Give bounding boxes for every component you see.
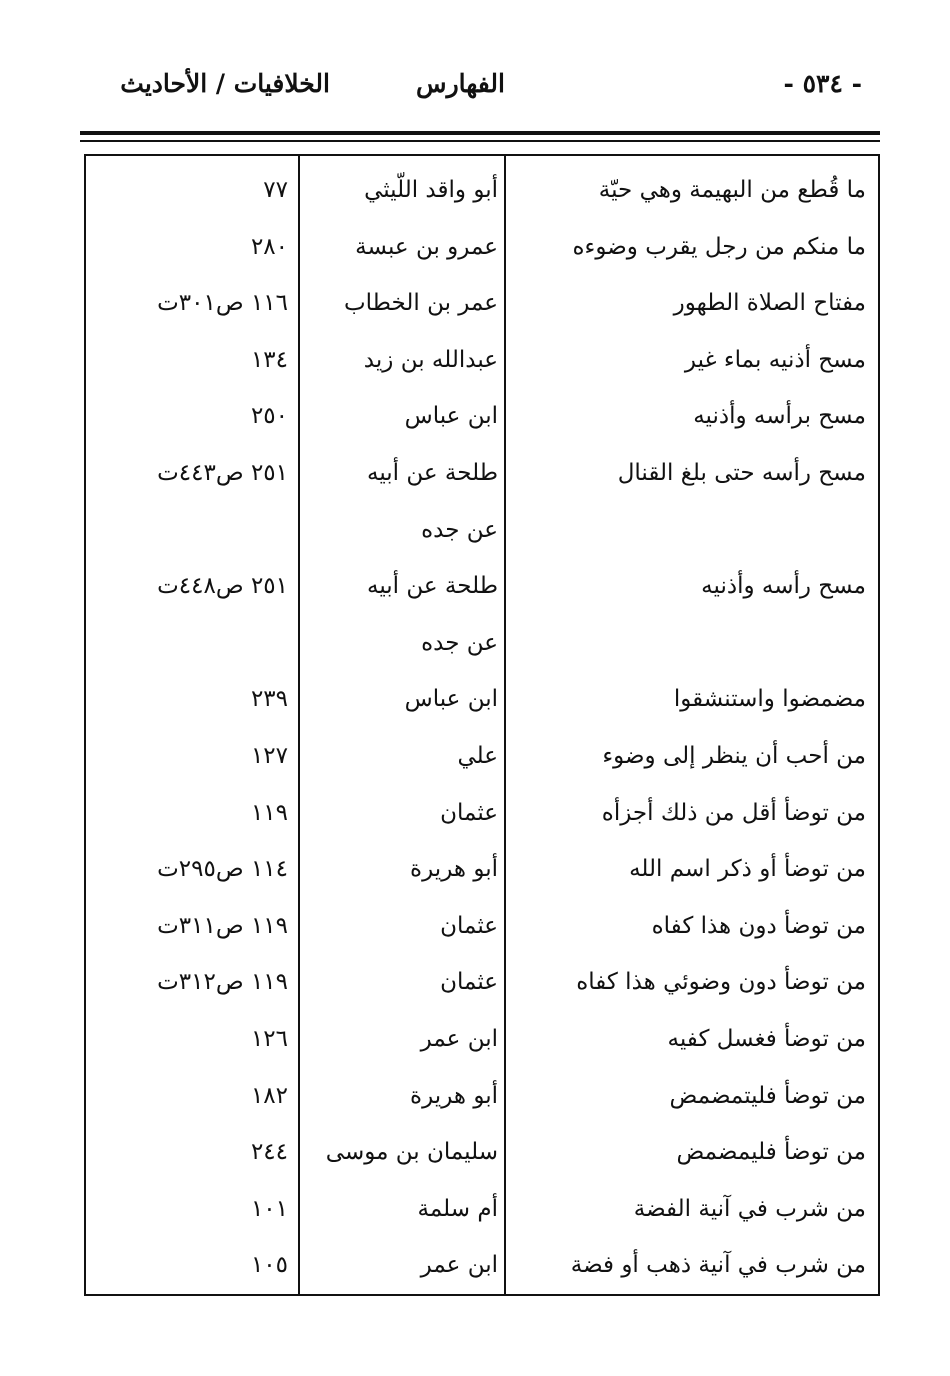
book-title: الخلافيات / الأحاديث <box>120 69 330 98</box>
narrator-name: علي <box>457 742 498 769</box>
page-reference: ٢٥١ ص٤٤٨ت <box>157 573 288 600</box>
table-row <box>86 219 878 276</box>
narrator-name: عثمان <box>440 969 498 996</box>
table-row <box>86 671 878 728</box>
page-reference: ١٣٤ <box>250 346 288 373</box>
hadith-text: ما منكم من رجل يقرب وضوءه <box>572 233 866 260</box>
hadith-text: من توضأ فليمضمض <box>676 1139 866 1166</box>
hadith-text: مضمضوا واستنشقوا <box>673 686 866 713</box>
hadith-text: من توضأ فغسل كفيه <box>667 1025 866 1052</box>
page-reference: ١٠٥ <box>250 1252 288 1279</box>
narrator-name: سليمان بن موسى <box>325 1139 498 1166</box>
table-row <box>86 1011 878 1068</box>
narrator-name: عن جده <box>421 516 498 543</box>
page-reference: ١١٩ ص٣١٢ت <box>157 969 288 996</box>
page-reference: ٢٥٠ <box>250 403 288 430</box>
hadith-text: من شرب في آنية ذهب أو فضة <box>570 1252 866 1279</box>
narrator-name: عبدالله بن زيد <box>363 346 498 373</box>
narrator-name: ابن عباس <box>404 403 498 430</box>
table-row <box>86 898 878 955</box>
running-header <box>84 62 880 106</box>
page-reference: ٢٨٠ <box>250 233 288 260</box>
narrator-name: طلحة عن أبيه <box>366 573 498 600</box>
hadith-text: من توضأ أو ذكر اسم الله <box>629 856 866 883</box>
page-reference: ١٢٦ <box>250 1025 288 1052</box>
narrator-name: عثمان <box>440 912 498 939</box>
page-reference: ٢٣٩ <box>250 686 288 713</box>
hadith-text: من توضأ أقل من ذلك أجزأه <box>601 799 866 826</box>
hadith-text: مسح رأسه حتى بلغ القنال <box>617 459 866 486</box>
hadith-text: مسح أذنيه بماء غير <box>684 346 866 373</box>
page-reference: ١١٩ <box>250 799 288 826</box>
hadith-index-table <box>84 154 880 1296</box>
narrator-name: أبو واقد اللّيثي <box>364 177 498 203</box>
narrator-name: طلحة عن أبيه <box>366 459 498 486</box>
narrator-name: أبو هريرة <box>410 1082 498 1109</box>
table-row <box>86 558 878 615</box>
table-row <box>86 275 878 332</box>
page-reference: ١٢٧ <box>250 742 288 769</box>
table-row <box>86 388 878 445</box>
hadith-text: مسح رأسه وأذنيه <box>701 573 866 600</box>
narrator-name: ابن عباس <box>404 686 498 713</box>
hadith-text: مفتاح الصلاة الطهور <box>673 290 866 317</box>
page-reference: ٧٧ <box>263 177 288 203</box>
table-row <box>86 162 878 219</box>
narrator-name: عثمان <box>440 799 498 826</box>
table-row <box>86 841 878 898</box>
hadith-text: من توضأ دون وضوئي هذا كفاه <box>576 969 866 996</box>
page-number: - ٥٣٤ - <box>783 69 862 98</box>
table-row <box>86 785 878 842</box>
narrator-name: أم سلمة <box>417 1195 498 1222</box>
hadith-text: من توضأ دون هذا كفاه <box>651 912 866 939</box>
table-body <box>86 162 878 1294</box>
narrator-name: عمرو بن عبسة <box>355 233 498 260</box>
table-row <box>86 502 878 559</box>
section-title: الفهارس <box>416 69 505 98</box>
header-rule-thick <box>80 131 880 135</box>
narrator-name: عن جده <box>421 629 498 656</box>
page-reference: ١٠١ <box>250 1195 288 1222</box>
table-row <box>86 1237 878 1294</box>
table-row <box>86 1124 878 1181</box>
page-reference: ٢٤٤ <box>250 1139 288 1166</box>
table-row <box>86 615 878 672</box>
narrator-name: ابن عمر <box>420 1025 498 1052</box>
table-row <box>86 954 878 1011</box>
table-row <box>86 332 878 389</box>
narrator-name: عمر بن الخطاب <box>343 290 498 317</box>
hadith-text: من توضأ فليتمضمض <box>669 1082 866 1109</box>
page-reference: ١١٩ ص٣١١ت <box>157 912 288 939</box>
hadith-text: ما قُطع من البهيمة وهي حيّة <box>598 177 866 203</box>
hadith-text: مسح برأسه وأذنيه <box>693 403 866 430</box>
table-row <box>86 728 878 785</box>
header-rule-thin <box>80 140 880 142</box>
page-reference: ١٨٢ <box>250 1082 288 1109</box>
page-reference: ٢٥١ ص٤٤٣ت <box>157 459 288 486</box>
page-reference: ١١٦ ص٣٠١ت <box>157 290 288 317</box>
narrator-name: أبو هريرة <box>410 856 498 883</box>
page-reference: ١١٤ ص٢٩٥ت <box>157 856 288 883</box>
hadith-text: من شرب في آنية الفضة <box>633 1195 866 1222</box>
narrator-name: ابن عمر <box>420 1252 498 1279</box>
table-row <box>86 1181 878 1238</box>
hadith-text: من أحب أن ينظر إلى وضوء <box>602 742 866 769</box>
table-row <box>86 1068 878 1125</box>
table-row <box>86 445 878 502</box>
